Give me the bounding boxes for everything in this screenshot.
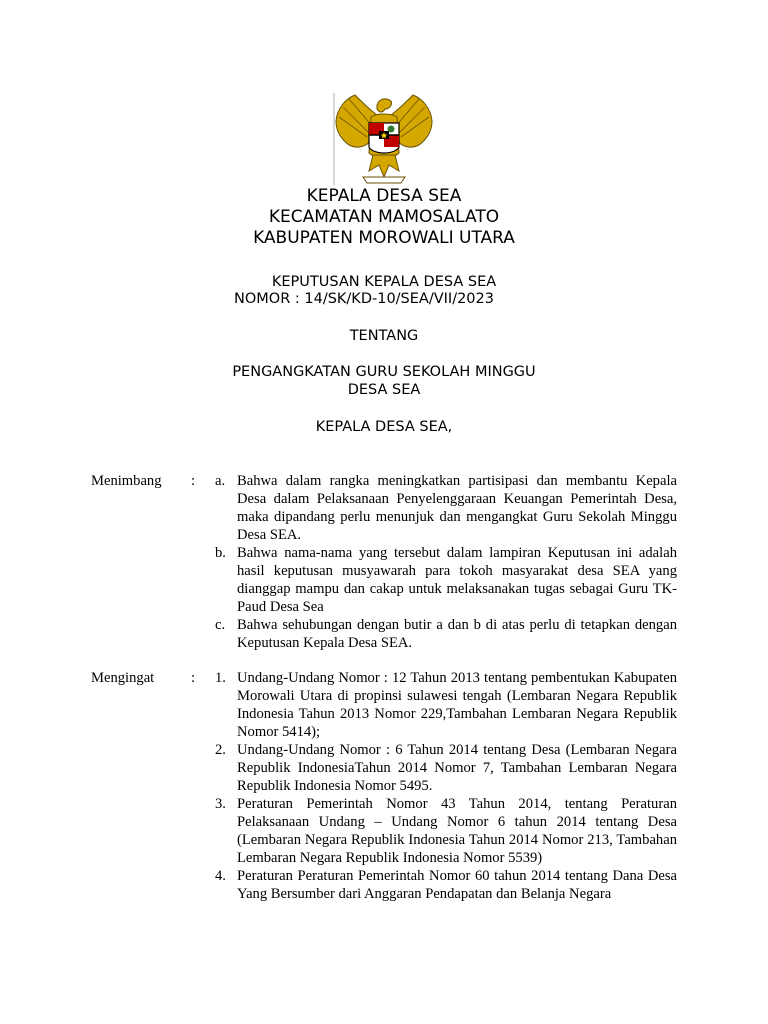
section-colon: : — [191, 473, 196, 489]
list-item-text: Bahwa nama-nama yang tersebut dalam lampiran Keputusan ini adalah hasil keputusan musyawarah para tokoh masyarakat desa SEA yang dianggap mampu dan cakap untuk melaksanakan tugas sebagai Guru TK-Paud Desa Sea — [237, 545, 677, 615]
list-item — [215, 472, 677, 544]
list-item-text: Undang-Undang Nomor : 12 Tahun 2013 tentang pembentukan Kabupaten Morowali Utara di propinsi sulawesi tengah (Lembaran Negara Republik Indonesia Tahun 2013 Nomor 229,Tambahan Lembaran Negara Republik Nomor 5414); — [237, 670, 677, 740]
decree-official: KEPALA DESA SEA, — [315, 419, 453, 435]
decree-number: NOMOR : 14/SK/KD-10/SEA/VII/2023 — [234, 291, 494, 307]
list-item — [215, 741, 677, 795]
section-colon: : — [191, 670, 196, 686]
section-label: Mengingat — [91, 670, 155, 686]
section-label: Menimbang — [91, 473, 162, 489]
list-item — [215, 616, 677, 652]
decree-subject-line1: PENGANGKATAN GURU SEKOLAH MINGGU — [232, 364, 536, 380]
header-village-head: KEPALA DESA SEA — [306, 186, 462, 206]
list-item-marker: 2. — [215, 742, 226, 758]
list-item-marker: c. — [215, 617, 226, 633]
decree-title: KEPUTUSAN KEPALA DESA SEA — [271, 274, 497, 290]
list-item-text: Bahwa dalam rangka meningkatkan partisipasi dan membantu Kepala Desa dalam Pelaksanaan Penyelenggaraan Keuangan Pemerintah Desa, maka dipandang perlu menunjuk dan mengangkat Guru Sekolah Minggu Desa SEA. — [237, 473, 677, 543]
list-item-text: Peraturan Pemerintah Nomor 43 Tahun 2014, tentang Peraturan Pelaksanaan Undang – Undang Nomor 6 tahun 2014 tentang Desa (Lembaran Negara Republik Indonesia Tahun 2014 Nomor 213, Tambahan Lembaran Negara Republik Indonesia Nomor 5539) — [237, 796, 677, 866]
list-item — [215, 795, 677, 867]
list-item — [215, 544, 677, 616]
header-regency: KABUPATEN MOROWALI UTARA — [253, 228, 515, 248]
list-item — [215, 867, 677, 903]
list-item — [215, 669, 677, 741]
list-item-marker: 4. — [215, 868, 226, 884]
list-item-marker: b. — [215, 545, 226, 561]
list-item-marker: 3. — [215, 796, 226, 812]
list-item-text: Undang-Undang Nomor : 6 Tahun 2014 tentang Desa (Lembaran Negara Republik IndonesiaTahun 2014 Nomor 7, Tambahan Lembaran Negara Republik Indonesia Nomor 5495. — [237, 742, 677, 794]
decree-tentang: TENTANG — [349, 328, 419, 344]
list-item-text: Peraturan Peraturan Pemerintah Nomor 60 tahun 2014 tentang Dana Desa Yang Bersumber dari Anggaran Pendapatan dan Belanja Negara — [237, 868, 677, 902]
list-item-text: Bahwa sehubungan dengan butir a dan b di atas perlu di tetapkan dengan Keputusan Kepala Desa SEA. — [237, 617, 677, 651]
decree-subject-line2: DESA SEA — [347, 382, 421, 398]
list-item-marker: a. — [215, 473, 226, 489]
garuda-pancasila-emblem — [333, 93, 435, 185]
header-district: KECAMATAN MAMOSALATO — [268, 207, 500, 227]
list-item-marker: 1. — [215, 670, 226, 686]
